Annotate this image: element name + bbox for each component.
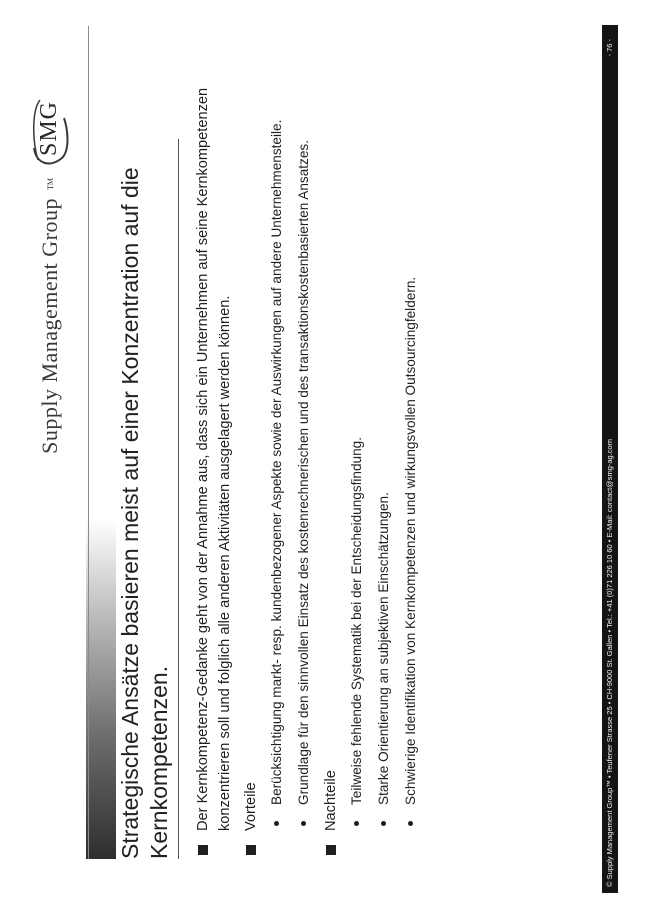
bullet-dot-icon (381, 821, 386, 826)
square-bullet-icon (326, 845, 336, 855)
bullet-dot-icon (408, 821, 413, 826)
list-item (293, 59, 314, 859)
header-gradient-bar (86, 519, 116, 859)
list-item (346, 59, 367, 859)
square-bullet-icon (246, 845, 256, 855)
cons-item-text: Teilweise fehlende Systematik bei der Entscheidungsfindung. (349, 436, 364, 805)
pros-heading-item (240, 59, 262, 859)
cons-item-text: Starke Orientierung an subjektiven Einschätzungen. (376, 492, 391, 805)
bullet-dot-icon (274, 821, 279, 826)
list-item (266, 59, 287, 859)
cons-heading: Nachteile (323, 770, 339, 831)
intro-text: Der Kernkompetenz-Gedanke geht von der Annahme aus, dass sich ein Unternehmen auf seine Kernkompetenzen konzentrieren soll und folglich alle anderen Aktivitäten ausgelagert werden können. (195, 87, 233, 831)
cons-list (346, 59, 421, 859)
logo-text: SMG (36, 100, 62, 156)
brand (30, 96, 70, 454)
square-bullet-icon (198, 845, 208, 855)
footer-bar (602, 25, 618, 893)
pros-list (266, 59, 314, 859)
intro-item (192, 59, 236, 859)
slide-title: Strategische Ansätze basieren meist auf einer Konzentration auf die Kernkompetenzen. (117, 167, 172, 859)
pros-item-text: Grundlage für den sinnvollen Einsatz des kostenrechnerischen und des transaktionskostenbasierten Ansatzes. (296, 140, 311, 805)
list-item (400, 59, 421, 859)
cons-heading-item (320, 59, 342, 859)
bullet-dot-icon (301, 821, 306, 826)
footer-contact: © Supply Management Group™ • Teufener Strasse 25 • CH-9000 St. Gallen • Tel.: +41 (0)71 226 10 60 • E-Mail: contact@smg-ag.com (605, 439, 614, 887)
pros-heading: Vorteile (243, 782, 259, 831)
brand-name: Supply Management Group (37, 198, 62, 454)
slide-content (192, 59, 427, 859)
header-rule (88, 26, 89, 859)
cons-item-text: Schwierige Identifikation von Kernkompetenzen und wirkungsvollen Outsourcingfeldern. (403, 276, 418, 805)
list-item (373, 59, 394, 859)
page-number: - 76 - (605, 39, 614, 57)
pros-item-text: Berücksichtigung markt- resp. kundenbezogener Aspekte sowie der Auswirkungen auf andere Unternehmensteile. (269, 119, 284, 805)
trademark: TM (45, 178, 55, 190)
bullet-dot-icon (354, 821, 359, 826)
smg-logo (30, 96, 70, 170)
title-rule (178, 139, 179, 859)
